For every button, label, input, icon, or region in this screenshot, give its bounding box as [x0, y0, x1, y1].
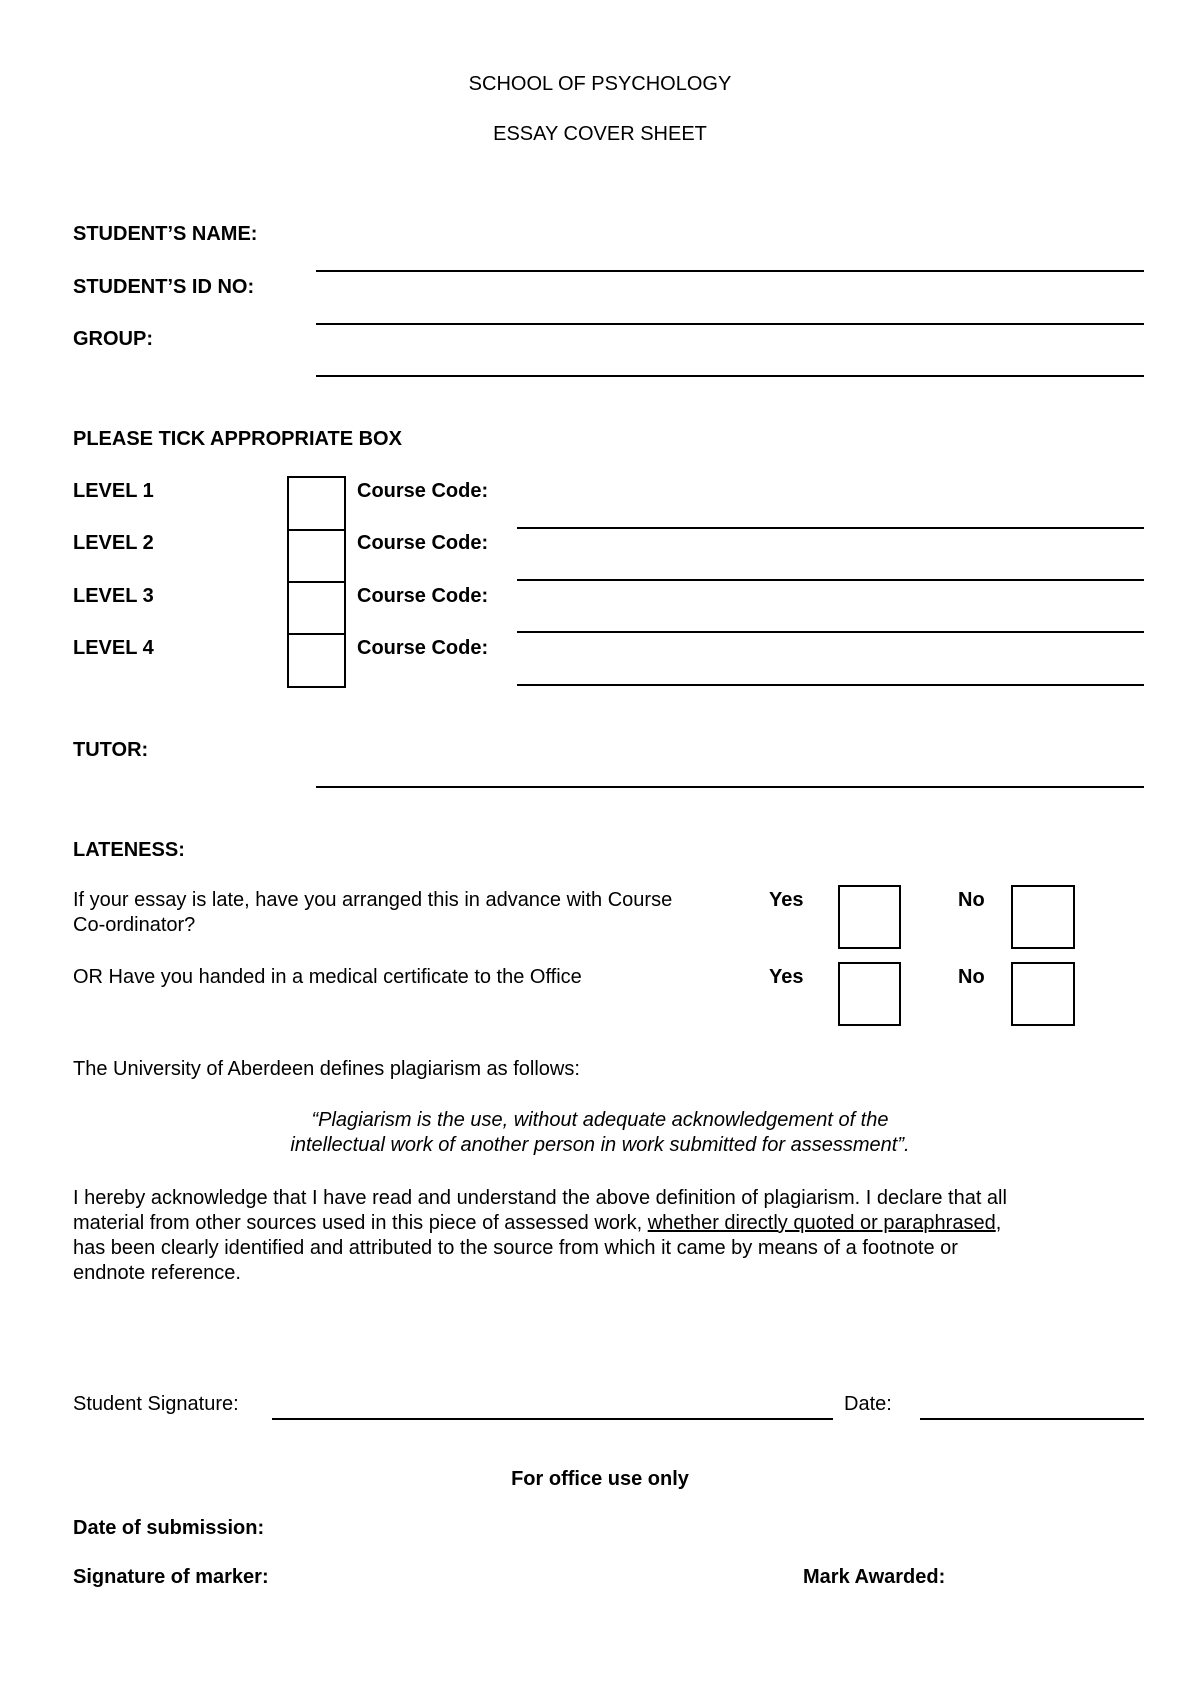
- mark-awarded-label: Mark Awarded:: [803, 1566, 946, 1588]
- lateness-q1-no-checkbox[interactable]: [1011, 885, 1075, 949]
- office-use-heading: For office use only: [511, 1468, 689, 1490]
- student-name-label: STUDENT’S NAME:: [73, 223, 258, 245]
- level-2-label: LEVEL 2: [73, 532, 154, 554]
- signature-of-marker-label: Signature of marker:: [73, 1566, 269, 1588]
- lateness-question-2: OR Have you handed in a medical certificate to the Office: [73, 966, 582, 988]
- student-id-label: STUDENT’S ID NO:: [73, 276, 255, 298]
- plagiarism-intro: The University of Aberdeen defines plagiarism as follows:: [73, 1058, 580, 1080]
- course-code-label-2: Course Code:: [357, 532, 489, 554]
- lateness-q2-yes-label: Yes: [769, 966, 804, 988]
- plagiarism-quote-line-2: intellectual work of another person in work submitted for assessment”.: [290, 1134, 910, 1156]
- student-signature-label: Student Signature:: [73, 1393, 239, 1415]
- student-id-field[interactable]: [316, 323, 1144, 325]
- declaration-line-3: has been clearly identified and attributed to the source from which it came by means of a footnote or: [73, 1237, 958, 1259]
- level-4-checkbox[interactable]: [287, 633, 346, 688]
- course-code-label-3: Course Code:: [357, 585, 489, 607]
- lateness-q2-yes-checkbox[interactable]: [838, 962, 901, 1026]
- declaration-line-1: I hereby acknowledge that I have read and understand the above definition of plagiarism. I declare that all: [73, 1187, 1007, 1209]
- declaration-line-2-start: material from other sources used in this piece of assessed work,: [73, 1212, 648, 1234]
- declaration-line-2-end: ,: [995, 1212, 1002, 1234]
- level-1-checkbox[interactable]: [287, 476, 346, 531]
- lateness-heading: LATENESS:: [73, 839, 185, 861]
- course-code-field-1[interactable]: [517, 527, 1144, 529]
- declaration-line-4: endnote reference.: [73, 1262, 241, 1284]
- level-1-label: LEVEL 1: [73, 480, 154, 502]
- lateness-q1-yes-checkbox[interactable]: [838, 885, 901, 949]
- tutor-field[interactable]: [316, 786, 1144, 788]
- declaration-line-2: [73, 1211, 1173, 1236]
- school-title: SCHOOL OF PSYCHOLOGY: [468, 73, 732, 95]
- level-3-label: LEVEL 3: [73, 585, 154, 607]
- course-code-field-2[interactable]: [517, 579, 1144, 581]
- declaration-underlined-phrase: whether directly quoted or paraphrased: [647, 1212, 996, 1234]
- tick-instruction: PLEASE TICK APPROPRIATE BOX: [73, 428, 402, 450]
- lateness-q1-yes-label: Yes: [769, 889, 804, 911]
- student-signature-field[interactable]: [272, 1418, 833, 1420]
- level-3-checkbox[interactable]: [287, 581, 346, 635]
- level-4-label: LEVEL 4: [73, 637, 154, 659]
- plagiarism-declaration: [73, 1186, 1173, 1286]
- lateness-question-1-line-2: Co-ordinator?: [73, 914, 196, 936]
- level-2-checkbox[interactable]: [287, 529, 346, 583]
- lateness-question-1-line-1: If your essay is late, have you arranged this in advance with Course: [73, 889, 673, 911]
- group-label: GROUP:: [73, 328, 153, 350]
- lateness-q2-no-checkbox[interactable]: [1011, 962, 1075, 1026]
- date-label: Date:: [844, 1393, 892, 1415]
- lateness-q1-no-label: No: [958, 889, 985, 911]
- course-code-label-1: Course Code:: [357, 480, 489, 502]
- course-code-field-3[interactable]: [517, 631, 1144, 633]
- lateness-q2-no-label: No: [958, 966, 985, 988]
- course-code-field-4[interactable]: [517, 684, 1144, 686]
- group-field[interactable]: [316, 375, 1144, 377]
- plagiarism-quote-line-1: “Plagiarism is the use, without adequate acknowledgement of the: [311, 1109, 889, 1131]
- date-field[interactable]: [920, 1418, 1144, 1420]
- course-code-label-4: Course Code:: [357, 637, 489, 659]
- student-name-field[interactable]: [316, 270, 1144, 272]
- date-of-submission-label: Date of submission:: [73, 1517, 265, 1539]
- tutor-label: TUTOR:: [73, 739, 149, 761]
- page-title: ESSAY COVER SHEET: [493, 123, 707, 145]
